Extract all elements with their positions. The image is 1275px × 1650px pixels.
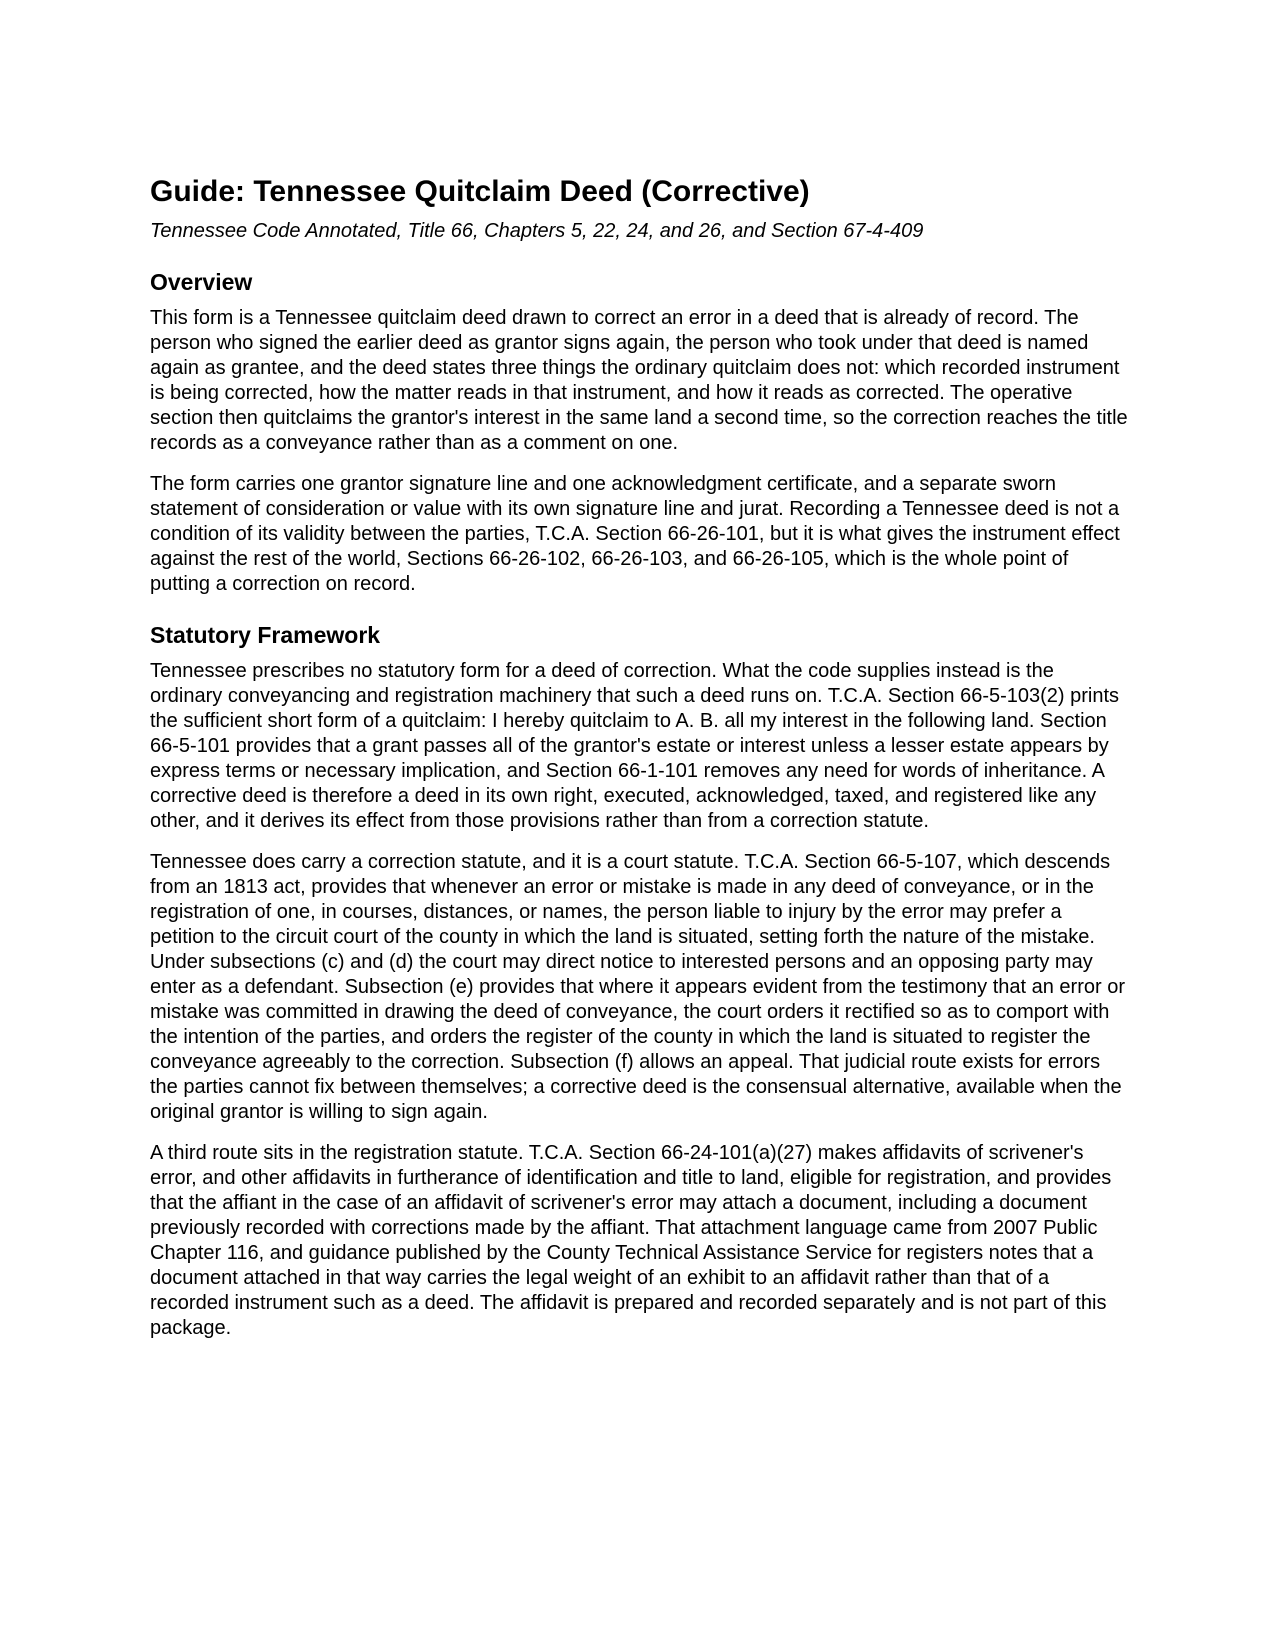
paragraph: This form is a Tennessee quitclaim deed drawn to correct an error in a deed that is already of record. The person who signed the earlier deed as grantor signs again, the person who took under that deed is named again as grantee, and the deed states three things the ordinary quitclaim does not: which recorded instrument is being corrected, how the matter reads in that instrument, and how it reads as corrected. The operative section then quitclaims the grantor's interest in the same land a second time, so the correction reaches the title records as a conveyance rather than as a comment on one. [150,307,1128,454]
section-heading: Overview [150,269,253,295]
paragraph: The form carries one grantor signature line and one acknowledgment certificate, and a separate sworn statement of consideration or value with its own signature line and jurat. Recording a Tennessee deed is not a condition of its validity between the parties, T.C.A. Section 66-26-101, but it is what gives the instrument effect against the rest of the world, Sections 66-26-102, 66-26-103, and 66-26-105, which is the whole point of putting a correction on record. [150,473,1120,595]
document-title: Guide: Tennessee Quitclaim Deed (Corrective) [150,175,810,208]
paragraph: A third route sits in the registration statute. T.C.A. Section 66-24-101(a)(27) makes affidavits of scrivener's error, and other affidavits in furtherance of identification and title to land, eligible for registration, and provides that the affiant in the case of an affidavit of scrivener's error may attach a document, including a document previously recorded with corrections made by the affiant. That attachment language came from 2007 Public Chapter 116, and guidance published by the County Technical Assistance Service for registers notes that a document attached in that way carries the legal weight of an exhibit to an affidavit rather than that of a recorded instrument such as a deed. The affidavit is prepared and recorded separately and is not part of this package. [150,1142,1112,1339]
document-page [150,174,1130,1365]
document-subtitle: Tennessee Code Annotated, Title 66, Chapters 5, 22, 24, and 26, and Section 67-4-409 [150,220,924,242]
section-heading: Statutory Framework [150,622,381,648]
section-overview [150,268,1130,597]
section-statutory-framework [150,621,1130,1341]
paragraph: Tennessee does carry a correction statute, and it is a court statute. T.C.A. Section 66-5-107, which descends from an 1813 act, provides that whenever an error or mistake is made in any deed of conveyance, or in the registration of one, in courses, distances, or names, the person liable to injury by the error may prefer a petition to the circuit court of the county in which the land is situated, setting forth the nature of the mistake. Under subsections (c) and (d) the court may direct notice to interested persons and an opposing party may enter as a defendant. Subsection (e) provides that where it appears evident from the testimony that an error or mistake was committed in drawing the deed of conveyance, the court orders it rectified so as to comport with the intention of the parties, and orders the register of the county in which the land is situated to register the conveyance agreeably to the correction. Subsection (f) allows an appeal. That judicial route exists for errors the parties cannot fix between themselves; a corrective deed is the consensual alternative, available when the original grantor is willing to sign again. [150,851,1125,1123]
paragraph: Tennessee prescribes no statutory form for a deed of correction. What the code supplies instead is the ordinary conveyancing and registration machinery that such a deed runs on. T.C.A. Section 66-5-103(2) prints the sufficient short form of a quitclaim: I hereby quitclaim to A. B. all my interest in the following land. Section 66-5-101 provides that a grant passes all of the grantor's estate or interest unless a lesser estate appears by express terms or necessary implication, and Section 66-1-101 removes any need for words of inheritance. A corrective deed is therefore a deed in its own right, executed, acknowledged, taxed, and registered like any other, and it derives its effect from those provisions rather than from a correction statute. [150,660,1120,832]
